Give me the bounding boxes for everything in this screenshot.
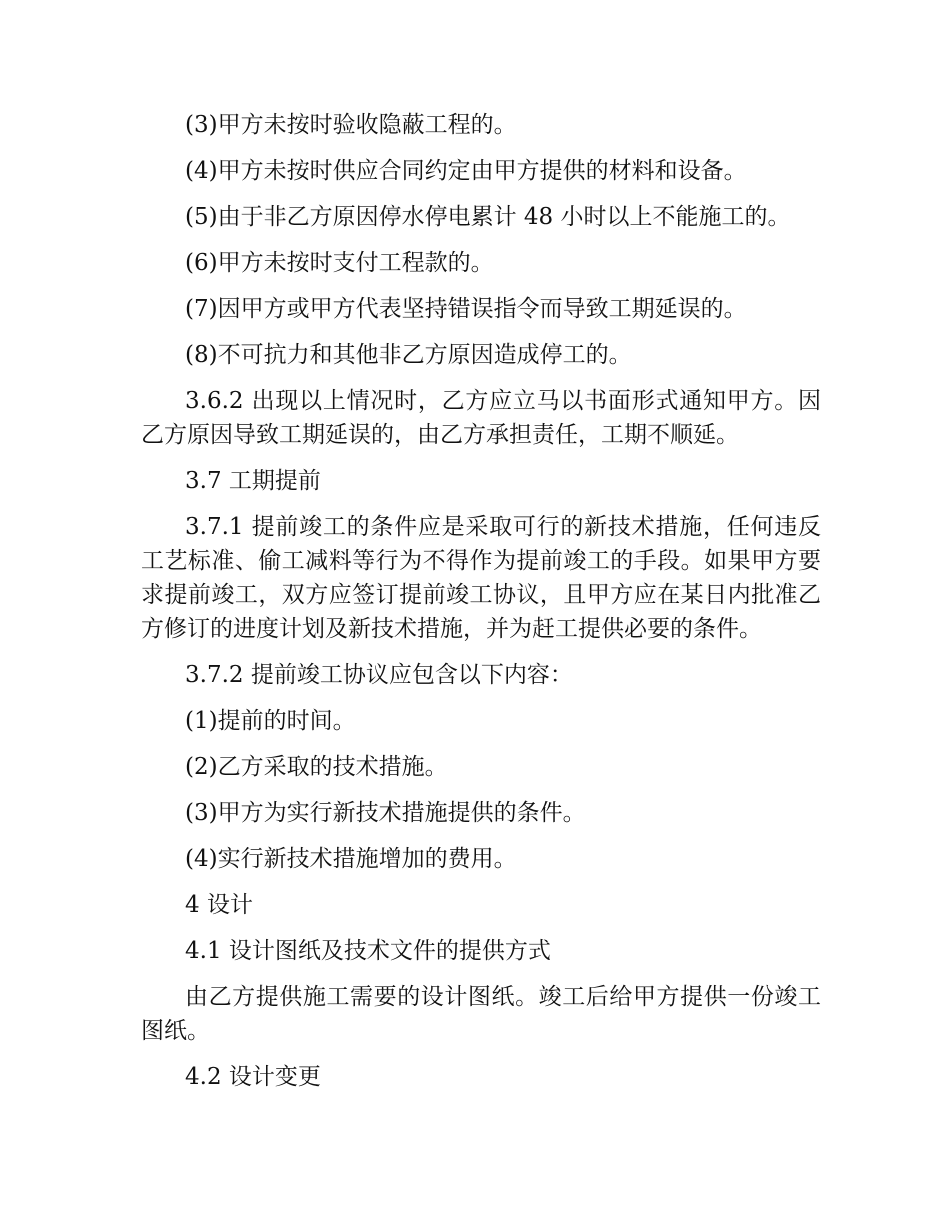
section-heading-4-2: 4.2 设计变更 [185,1064,321,1090]
list-item-4-materials: (4)甲方未按时供应合同约定由甲方提供的材料和设备。 [185,158,747,184]
list-item-4-costs: (4)实行新技术措施增加的费用。 [185,846,517,872]
list-item-6-payment: (6)甲方未按时支付工程款的。 [185,250,494,276]
document-body [141,108,821,1106]
list-item-8-force-majeure: (8)不可抗力和其他非乙方原因造成停工的。 [185,342,632,368]
list-item-3-hidden-works: (3)甲方未按时验收隐蔽工程的。 [185,112,517,138]
section-heading-4-1: 4.1 设计图纸及技术文件的提供方式 [185,938,551,964]
list-item-3-conditions: (3)甲方为实行新技术措施提供的条件。 [185,800,586,826]
clause-3-7-1: 3.7.1 提前竣工的条件应是采取可行的新技术措施，任何违反工艺标准、偷工减料等行为不得作为提前竣工的手段。如果甲方要求提前竣工，双方应签订提前竣工协议，且甲方应在某日内批准乙方修订的进度计划及新技术措施，并为赶工提供必要的条件。 [141,514,821,642]
list-item-2-measures: (2)乙方采取的技术措施。 [185,754,448,780]
list-item-7-wrong-instruction: (7)因甲方或甲方代表坚持错误指令而导致工期延误的。 [185,296,747,322]
section-heading-4: 4 设计 [185,892,253,918]
list-item-5-power-water-outage: (5)由于非乙方原因停水停电累计 48 小时以上不能施工的。 [185,204,791,230]
list-item-1-time: (1)提前的时间。 [185,708,356,734]
clause-4-1-text: 由乙方提供施工需要的设计图纸。竣工后给甲方提供一份竣工图纸。 [141,984,821,1044]
section-heading-3-7: 3.7 工期提前 [185,468,321,494]
clause-3-7-2: 3.7.2 提前竣工协议应包含以下内容： [185,662,573,688]
clause-3-6-2: 3.6.2 出现以上情况时，乙方应立马以书面形式通知甲方。因乙方原因导致工期延误的，由乙方承担责任，工期不顺延。 [141,388,821,448]
